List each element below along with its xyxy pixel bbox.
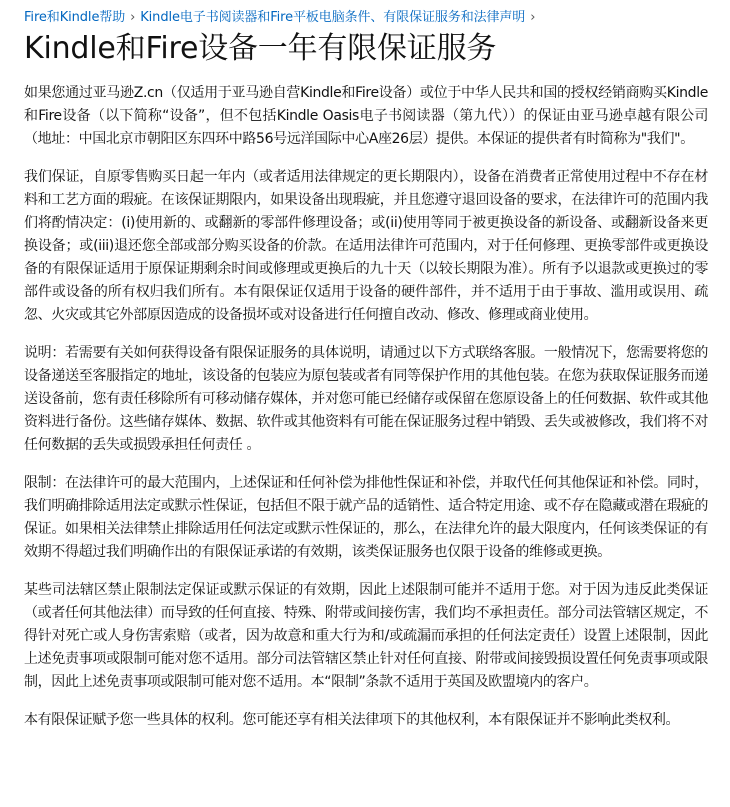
page-title: Kindle和Fire设备一年有限保证服务 xyxy=(24,31,497,66)
paragraph-warranty: 我们保证，自原零售购买日起一年内（或者适用法律规定的更长期限内），设备在消费者正常使用过程中不存在材料和工艺方面的瑕疵。在该保证期限内，如果设备出现瑕疵，并且您遵守退回设备的要求，在法律许可的范围内我们将酌情决定：(i)使用新的、或翻新的零部件修理设备；或(ii)使用等同于被更换设备的新设备、或翻新设备来更换设备；或(iii)退还您全部或部分购买设备的价款。在适用法律许可范围内，对于任何修理、更换零部件或更换设备的有限保证适用于原保证期剩余时间或修理或更换后的九十天（以较长期限为准）。所有予以退款或更换过的零部件或设备的所有权归我们所有。本有限保证仅适用于设备的硬件部件，并不适用于由于事故、滥用或误用、疏忽、火灾或其它外部原因造成的设备损坏或对设备进行任何擅自改动、修改、修理或商业使用。 xyxy=(24,169,708,323)
breadcrumb-separator: › xyxy=(530,10,536,25)
breadcrumb-link-terms-warranty-legal[interactable]: Kindle电子书阅读器和Fire平板电脑条件、有限保证服务和法律声明 xyxy=(140,10,526,25)
paragraph-limitations: 限制：在法律许可的最大范围内，上述保证和任何补偿为排他性保证和补偿，并取代任何其他保证和补偿。同时，我们明确排除适用法定或默示性保证，包括但不限于就产品的适销性、适合特定用途、或不存在隐藏或潜在瑕疵的保证。如果相关法律禁止排除适用任何法定或默示性保证的，那么，在法律允许的最大限度内，任何该类保证的有效期不得超过我们明确作出的有限保证承诺的有效期，该类保证服务也仅限于设备的维修或更换。 xyxy=(24,475,708,560)
paragraph-intro: 如果您通过亚马逊Z.cn（仅适用于亚马逊自营Kindle和Fire设备）或位于中华人民共和国的授权经销商购买Kindle和Fire设备（以下简称“设备”，但不包括Kindle Oasis电子书阅读器（第九代））的保证由亚马逊卓越有限公司（地址：中国北京市朝阳区东四环中路56号远洋国际中心A座26层）提供。本保证的提供者有时简称为"我们"。 xyxy=(24,85,708,147)
paragraph-rights: 本有限保证赋予您一些具体的权利。您可能还享有相关法律项下的其他权利，本有限保证并不影响此类权利。 xyxy=(24,712,680,728)
breadcrumb-separator: › xyxy=(130,10,136,25)
breadcrumb xyxy=(24,8,708,28)
paragraph-jurisdictions: 某些司法辖区禁止限制法定保证或默示保证的有效期，因此上述限制可能并不适用于您。对于因为违反此类保证（或者任何其他法律）而导致的任何直接、特殊、附带或间接伤害，我们均不承担责任。部分司法管辖区规定，不得针对死亡或人身伤害索赔（或者，因为故意和重大行为和/或疏漏而承担的任何法定责任）设置上述限制，因此上述免责事项或限制可能对您不适用。部分司法管辖区禁止针对任何直接、附带或间接毁损设置任何免责事项或限制，因此上述免责事项或限制可能对您不适用。本“限制”条款不适用于英国及欧盟境内的客户。 xyxy=(24,582,708,690)
breadcrumb-link-fire-kindle-help[interactable]: Fire和Kindle帮助 xyxy=(24,10,126,25)
paragraph-instructions: 说明：若需要有关如何获得设备有限保证服务的具体说明，请通过以下方式联络客服。一般情况下，您需要将您的设备递送至客服指定的地址，该设备的包装应为原包装或者有同等保护作用的其他包装。在您为获取保证服务而递送设备前，您有责任移除所有可移动储存媒体，并对您可能已经储存或保留在您原设备上的任何数据、软件或其他资料进行备份。这些储存媒体、数据、软件或其他资料有可能在保证服务过程中销毁、丢失或被修改，我们将不对任何数据的丢失或损毁承担任何责任 。 xyxy=(24,345,708,453)
warranty-content xyxy=(24,82,708,732)
